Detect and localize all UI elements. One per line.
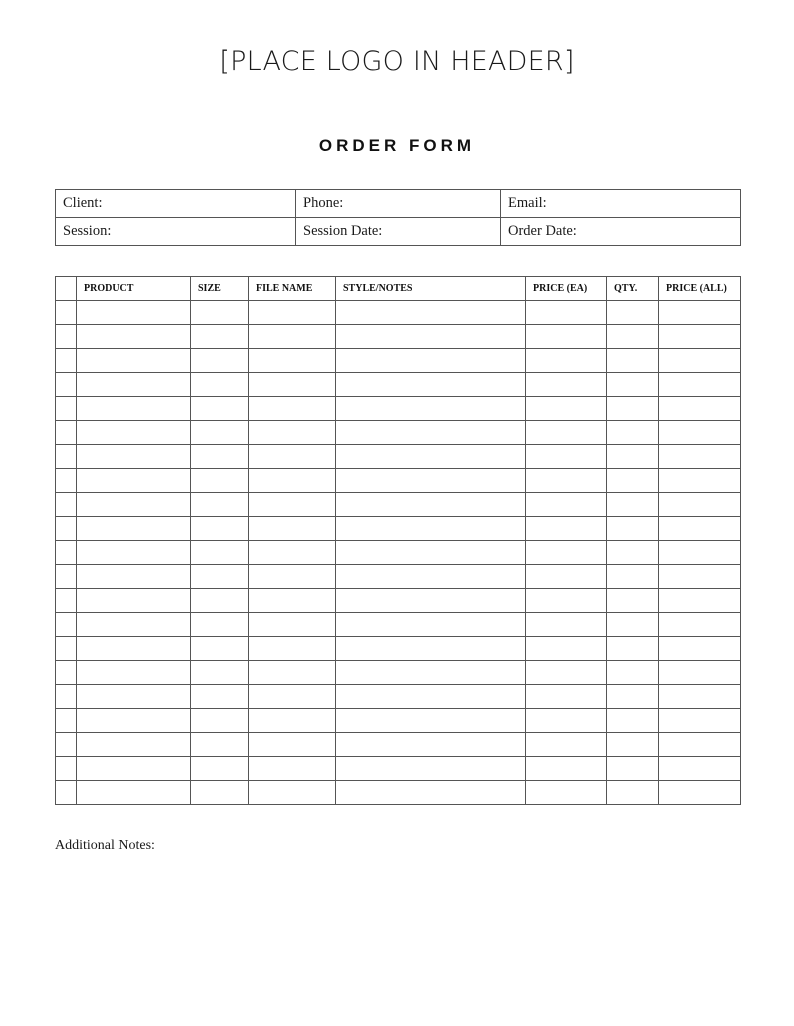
size-cell[interactable] — [191, 541, 249, 565]
price-each-cell[interactable] — [526, 757, 607, 781]
file-name-cell[interactable] — [249, 397, 336, 421]
qty-cell[interactable] — [607, 445, 659, 469]
file-name-cell[interactable] — [249, 757, 336, 781]
style-notes-cell[interactable] — [336, 541, 526, 565]
price-all-cell[interactable] — [659, 421, 741, 445]
table-row — [56, 445, 741, 469]
style-notes-cell[interactable] — [336, 613, 526, 637]
price-each-cell[interactable] — [526, 661, 607, 685]
style-notes-cell[interactable] — [336, 589, 526, 613]
price-each-cell[interactable] — [526, 397, 607, 421]
index-cell[interactable] — [56, 589, 77, 613]
index-cell[interactable] — [56, 709, 77, 733]
price-all-cell[interactable] — [659, 637, 741, 661]
style-notes-cell[interactable] — [336, 301, 526, 325]
price-all-cell[interactable] — [659, 733, 741, 757]
table-row — [56, 733, 741, 757]
session-date-field[interactable]: Session Date: — [296, 218, 501, 246]
style-notes-cell[interactable] — [336, 517, 526, 541]
product-cell[interactable] — [77, 301, 191, 325]
file-name-cell[interactable] — [249, 541, 336, 565]
size-cell[interactable] — [191, 421, 249, 445]
price-all-cell[interactable] — [659, 397, 741, 421]
file-name-cell[interactable] — [249, 565, 336, 589]
table-row — [56, 565, 741, 589]
table-row — [56, 325, 741, 349]
product-cell[interactable] — [77, 565, 191, 589]
page-title: ORDER FORM — [318, 136, 476, 155]
file-name-cell[interactable] — [249, 709, 336, 733]
table-row — [56, 589, 741, 613]
style-notes-cell[interactable] — [336, 757, 526, 781]
index-cell[interactable] — [56, 565, 77, 589]
size-cell[interactable] — [191, 781, 249, 805]
index-cell[interactable] — [56, 685, 77, 709]
style-notes-cell[interactable] — [336, 565, 526, 589]
size-cell[interactable] — [191, 637, 249, 661]
product-cell[interactable] — [77, 733, 191, 757]
price-each-cell[interactable] — [526, 421, 607, 445]
product-cell[interactable] — [77, 685, 191, 709]
price-all-cell[interactable] — [659, 541, 741, 565]
style-notes-cell[interactable] — [336, 397, 526, 421]
table-row — [56, 541, 741, 565]
file-name-cell[interactable] — [249, 373, 336, 397]
column-header-index — [56, 277, 77, 301]
product-cell[interactable] — [77, 661, 191, 685]
file-name-cell[interactable] — [249, 589, 336, 613]
price-each-cell[interactable] — [526, 709, 607, 733]
price-each-cell[interactable] — [526, 301, 607, 325]
size-cell[interactable] — [191, 709, 249, 733]
table-row — [56, 781, 741, 805]
style-notes-cell[interactable] — [336, 373, 526, 397]
qty-cell[interactable] — [607, 325, 659, 349]
info-row — [56, 218, 741, 246]
file-name-cell[interactable] — [249, 637, 336, 661]
price-all-cell[interactable] — [659, 469, 741, 493]
size-cell[interactable] — [191, 613, 249, 637]
index-cell[interactable] — [56, 517, 77, 541]
size-cell[interactable] — [191, 517, 249, 541]
price-each-cell[interactable] — [526, 373, 607, 397]
price-each-cell[interactable] — [526, 637, 607, 661]
price-each-cell[interactable] — [526, 493, 607, 517]
table-row — [56, 301, 741, 325]
size-cell[interactable] — [191, 397, 249, 421]
product-cell[interactable] — [77, 613, 191, 637]
style-notes-cell[interactable] — [336, 325, 526, 349]
order-items-body — [56, 301, 741, 805]
price-each-cell[interactable] — [526, 613, 607, 637]
price-all-cell[interactable] — [659, 565, 741, 589]
session-field[interactable]: Session: — [56, 218, 296, 246]
table-row — [56, 373, 741, 397]
price-all-cell[interactable] — [659, 781, 741, 805]
style-notes-cell[interactable] — [336, 781, 526, 805]
qty-cell[interactable] — [607, 373, 659, 397]
index-cell[interactable] — [56, 301, 77, 325]
column-header-product: PRODUCT — [77, 277, 191, 301]
style-notes-cell[interactable] — [336, 637, 526, 661]
column-header-file-name: FILE NAME — [249, 277, 336, 301]
size-cell[interactable] — [191, 349, 249, 373]
qty-cell[interactable] — [607, 565, 659, 589]
price-each-cell[interactable] — [526, 565, 607, 589]
index-cell[interactable] — [56, 613, 77, 637]
price-each-cell[interactable] — [526, 541, 607, 565]
style-notes-cell[interactable] — [336, 349, 526, 373]
index-cell[interactable] — [56, 325, 77, 349]
price-each-cell[interactable] — [526, 349, 607, 373]
product-cell[interactable] — [77, 637, 191, 661]
qty-cell[interactable] — [607, 541, 659, 565]
index-cell[interactable] — [56, 661, 77, 685]
product-cell[interactable] — [77, 349, 191, 373]
file-name-cell[interactable] — [249, 613, 336, 637]
order-items-table — [55, 276, 741, 805]
info-row — [56, 190, 741, 218]
qty-cell[interactable] — [607, 637, 659, 661]
column-header-price-each: PRICE (EA) — [526, 277, 607, 301]
table-row — [56, 517, 741, 541]
index-cell[interactable] — [56, 781, 77, 805]
qty-cell[interactable] — [607, 613, 659, 637]
logo-placeholder: [PLACE LOGO IN HEADER] — [219, 46, 575, 77]
table-header-row — [56, 277, 741, 301]
file-name-cell[interactable] — [249, 685, 336, 709]
qty-cell[interactable] — [607, 493, 659, 517]
product-cell[interactable] — [77, 541, 191, 565]
order-date-field[interactable]: Order Date: — [501, 218, 741, 246]
table-row — [56, 709, 741, 733]
product-cell[interactable] — [77, 325, 191, 349]
file-name-cell[interactable] — [249, 421, 336, 445]
index-cell[interactable] — [56, 541, 77, 565]
index-cell[interactable] — [56, 469, 77, 493]
price-all-cell[interactable] — [659, 373, 741, 397]
qty-cell[interactable] — [607, 733, 659, 757]
price-each-cell[interactable] — [526, 325, 607, 349]
index-cell[interactable] — [56, 493, 77, 517]
size-cell[interactable] — [191, 685, 249, 709]
product-cell[interactable] — [77, 709, 191, 733]
price-all-cell[interactable] — [659, 301, 741, 325]
index-cell[interactable] — [56, 637, 77, 661]
price-each-cell[interactable] — [526, 685, 607, 709]
price-all-cell[interactable] — [659, 589, 741, 613]
product-cell[interactable] — [77, 373, 191, 397]
table-row — [56, 469, 741, 493]
price-each-cell[interactable] — [526, 469, 607, 493]
size-cell[interactable] — [191, 661, 249, 685]
price-each-cell[interactable] — [526, 445, 607, 469]
qty-cell[interactable] — [607, 517, 659, 541]
price-all-cell[interactable] — [659, 325, 741, 349]
file-name-cell[interactable] — [249, 661, 336, 685]
index-cell[interactable] — [56, 421, 77, 445]
size-cell[interactable] — [191, 493, 249, 517]
size-cell[interactable] — [191, 589, 249, 613]
product-cell[interactable] — [77, 421, 191, 445]
product-cell[interactable] — [77, 445, 191, 469]
qty-cell[interactable] — [607, 757, 659, 781]
qty-cell[interactable] — [607, 685, 659, 709]
table-row — [56, 349, 741, 373]
file-name-cell[interactable] — [249, 781, 336, 805]
column-header-price-all: PRICE (ALL) — [659, 277, 741, 301]
index-cell[interactable] — [56, 757, 77, 781]
file-name-cell[interactable] — [249, 517, 336, 541]
index-cell[interactable] — [56, 349, 77, 373]
price-all-cell[interactable] — [659, 517, 741, 541]
price-all-cell[interactable] — [659, 493, 741, 517]
size-cell[interactable] — [191, 565, 249, 589]
index-cell[interactable] — [56, 373, 77, 397]
style-notes-cell[interactable] — [336, 445, 526, 469]
price-all-cell[interactable] — [659, 445, 741, 469]
qty-cell[interactable] — [607, 709, 659, 733]
file-name-cell[interactable] — [249, 349, 336, 373]
size-cell[interactable] — [191, 445, 249, 469]
qty-cell[interactable] — [607, 397, 659, 421]
column-header-size: SIZE — [191, 277, 249, 301]
size-cell[interactable] — [191, 469, 249, 493]
table-row — [56, 421, 741, 445]
style-notes-cell[interactable] — [336, 733, 526, 757]
table-row — [56, 637, 741, 661]
price-each-cell[interactable] — [526, 589, 607, 613]
index-cell[interactable] — [56, 733, 77, 757]
qty-cell[interactable] — [607, 781, 659, 805]
table-row — [56, 613, 741, 637]
price-all-cell[interactable] — [659, 661, 741, 685]
style-notes-cell[interactable] — [336, 685, 526, 709]
phone-field[interactable]: Phone: — [296, 190, 501, 218]
price-each-cell[interactable] — [526, 517, 607, 541]
qty-cell[interactable] — [607, 421, 659, 445]
product-cell[interactable] — [77, 397, 191, 421]
product-cell[interactable] — [77, 517, 191, 541]
qty-cell[interactable] — [607, 301, 659, 325]
file-name-cell[interactable] — [249, 445, 336, 469]
table-row — [56, 685, 741, 709]
file-name-cell[interactable] — [249, 325, 336, 349]
style-notes-cell[interactable] — [336, 661, 526, 685]
size-cell[interactable] — [191, 757, 249, 781]
table-row — [56, 757, 741, 781]
product-cell[interactable] — [77, 589, 191, 613]
table-row — [56, 661, 741, 685]
additional-notes-label: Additional Notes: — [55, 838, 155, 853]
email-field[interactable]: Email: — [501, 190, 741, 218]
qty-cell[interactable] — [607, 589, 659, 613]
price-all-cell[interactable] — [659, 685, 741, 709]
index-cell[interactable] — [56, 397, 77, 421]
style-notes-cell[interactable] — [336, 421, 526, 445]
size-cell[interactable] — [191, 733, 249, 757]
price-each-cell[interactable] — [526, 781, 607, 805]
size-cell[interactable] — [191, 301, 249, 325]
price-each-cell[interactable] — [526, 733, 607, 757]
file-name-cell[interactable] — [249, 733, 336, 757]
price-all-cell[interactable] — [659, 349, 741, 373]
style-notes-cell[interactable] — [336, 469, 526, 493]
style-notes-cell[interactable] — [336, 709, 526, 733]
client-field[interactable]: Client: — [56, 190, 296, 218]
style-notes-cell[interactable] — [336, 493, 526, 517]
column-header-style-notes: STYLE/NOTES — [336, 277, 526, 301]
table-row — [56, 397, 741, 421]
price-all-cell[interactable] — [659, 757, 741, 781]
product-cell[interactable] — [77, 757, 191, 781]
client-info-table — [55, 189, 741, 246]
price-all-cell[interactable] — [659, 613, 741, 637]
file-name-cell[interactable] — [249, 469, 336, 493]
file-name-cell[interactable] — [249, 301, 336, 325]
qty-cell[interactable] — [607, 469, 659, 493]
price-all-cell[interactable] — [659, 709, 741, 733]
table-row — [56, 493, 741, 517]
qty-cell[interactable] — [607, 349, 659, 373]
size-cell[interactable] — [191, 373, 249, 397]
product-cell[interactable] — [77, 469, 191, 493]
size-cell[interactable] — [191, 325, 249, 349]
product-cell[interactable] — [77, 493, 191, 517]
index-cell[interactable] — [56, 445, 77, 469]
file-name-cell[interactable] — [249, 493, 336, 517]
product-cell[interactable] — [77, 781, 191, 805]
column-header-qty: QTY. — [607, 277, 659, 301]
qty-cell[interactable] — [607, 661, 659, 685]
